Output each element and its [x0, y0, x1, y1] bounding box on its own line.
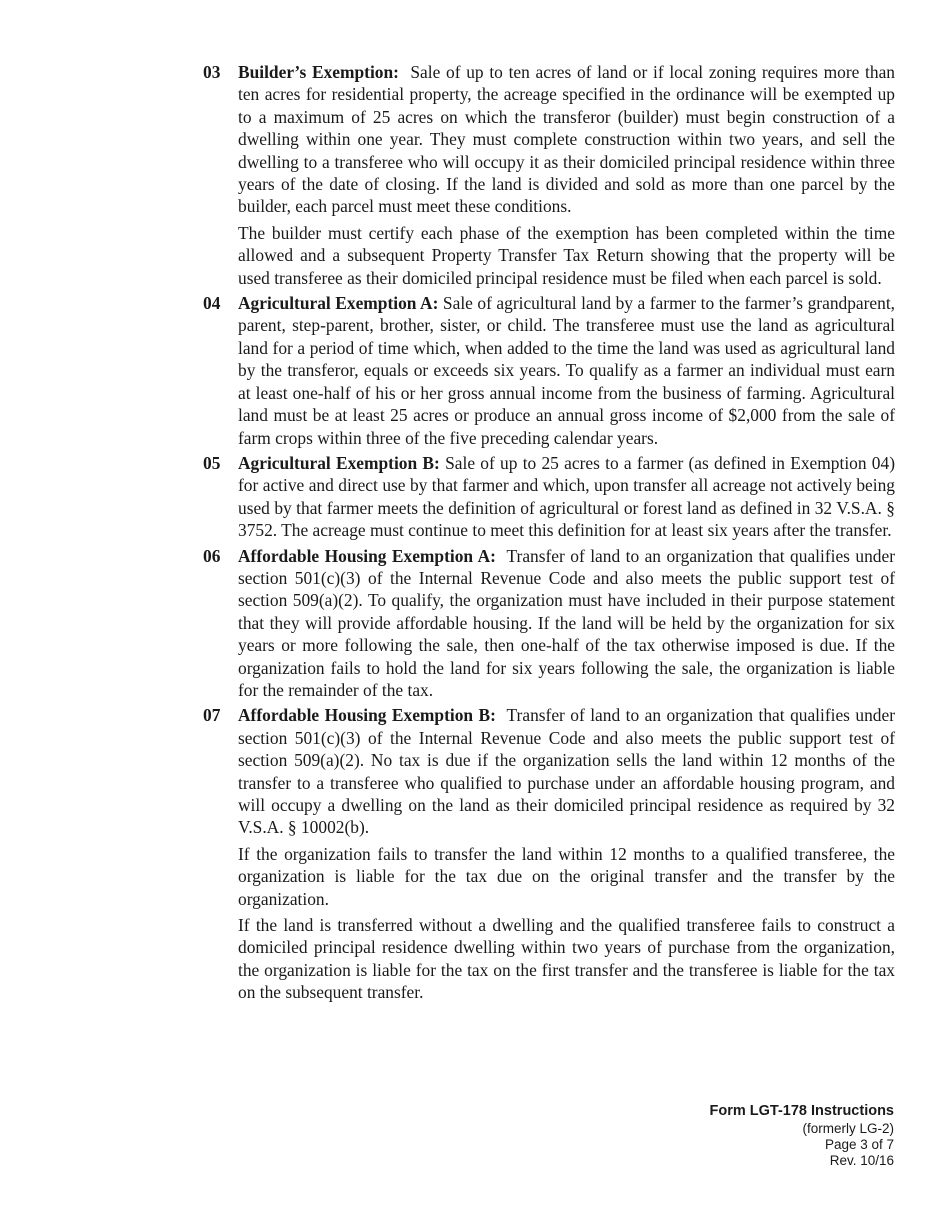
- exemption-paragraph: [238, 545, 895, 702]
- exemption-paragraph: If the land is transferred without a dwelling and the qualified transferee fails to construct a domiciled principal residence dwelling within two years of purchase from the organization, the organization is liable for the tax on the first transfer and the transferee is liable for the tax on the subsequent transfer.: [238, 915, 895, 1003]
- page-footer: [710, 1102, 895, 1169]
- exemption-paragraph: [238, 704, 895, 838]
- exemption-text: Sale of agricultural land by a farmer to the farmer’s grandparent, parent, step-parent, brother, sister, or child. The transferee must use the land as agricultural land for a period of time which, when added to the time the land was used as agricultural land by the transferor, equals or exceeds six years. To qualify as a farmer an individual must earn at least one-half of his or her gross annual income from the business of farming. Agricultural land must be at least 25 acres or produce an annual gross income of $2,000 from the sale of farm crops within three of the five preceding calendar years.: [238, 293, 896, 448]
- exemption-body: [238, 61, 895, 289]
- form-title: Form LGT-178 Instructions: [709, 1103, 894, 1119]
- exemption-title: Builder’s Exemption:: [238, 62, 399, 82]
- exemption-title: Affordable Housing Exemption B:: [238, 705, 496, 726]
- exemption-paragraph: [238, 292, 895, 449]
- exemption-07: [203, 704, 895, 1003]
- exemption-paragraph: [238, 452, 895, 542]
- exemption-number: 05: [203, 452, 221, 473]
- exemption-text: Sale of up to 25 acres to a farmer (as defined in Exemption 04) for active and direct use by that farmer and which, upon transfer all acreage not actively being used by that farmer meets the definition of agricultural or forest land as defined in 32 V.S.A. § 3752. The acreage must continue to meet this definition for at least six years after the transfer.: [238, 452, 895, 541]
- exemption-paragraph: The builder must certify each phase of the exemption has been completed within the time allowed and a subsequent Property Transfer Tax Return showing that the property will be used transferee as their domiciled principal residence must be filed when each parcel is sold.: [238, 222, 895, 288]
- exemption-title: Affordable Housing Exemption A:: [238, 545, 496, 566]
- exemption-number: 04: [203, 293, 221, 314]
- exemption-body: [238, 452, 895, 542]
- exemptions-list: [203, 61, 895, 1007]
- exemption-body: [238, 292, 895, 449]
- exemption-06: [203, 545, 895, 702]
- exemption-text: Transfer of land to an organization that qualifies under section 501(c)(3) of the Internal Revenue Code and also meets the public support test of section 509(a)(2). No tax is due if the organization sells the land within 12 months of the transfer to a transferee who qualified to purchase under an affordable housing program, and will occupy a dwelling on the land as their domiciled principal residence as required by 32 V.S.A. § 10002(b).: [238, 705, 895, 838]
- exemption-number: 07: [203, 705, 221, 726]
- page-number: Page 3 of 7: [824, 1137, 894, 1152]
- revision-label: Rev. 10/16: [829, 1153, 894, 1168]
- exemption-paragraph: If the organization fails to transfer the land within 12 months to a qualified transferee, the organization is liable for the tax due on the original transfer and the transfer by the organization.: [238, 843, 895, 909]
- exemption-04: [203, 292, 895, 449]
- formerly-label: (formerly LG-2): [802, 1121, 894, 1136]
- exemption-03: [203, 61, 895, 289]
- exemption-05: [203, 452, 895, 542]
- exemption-text: Transfer of land to an organization that qualifies under section 501(c)(3) of the Internal Revenue Code and also meets the public support test of section 509(a)(2). To qualify, the organization must have included in their purpose statement that they will provide affordable housing. If the land will be held by the organization for six years or more following the sale, then one-half of the tax otherwise imposed is due. If the organization fails to hold the land for six years following the sale, the organization is liable for the remainder of the tax.: [238, 545, 895, 700]
- exemption-body: [238, 545, 895, 702]
- exemption-title: Agricultural Exemption B:: [238, 452, 440, 473]
- exemption-number: 03: [203, 62, 221, 82]
- exemption-text: Sale of up to ten acres of land or if local zoning requires more than ten acres for residential property, the acreage specified in the ordinance will be exempted up to a maximum of 25 acres on which the transferor (builder) must begin construction of a dwelling within one year. They must complete construction within two years, and sell the dwelling to a transferee who will occupy it as their domiciled principal residence within three years of the date of closing. If the land is divided and sold as more than one parcel by the builder, each parcel must meet these conditions.: [238, 62, 895, 217]
- exemption-body: [238, 704, 895, 1003]
- exemption-title: Agricultural Exemption A:: [238, 293, 439, 314]
- exemption-paragraph: [238, 61, 895, 218]
- exemption-number: 06: [203, 545, 221, 566]
